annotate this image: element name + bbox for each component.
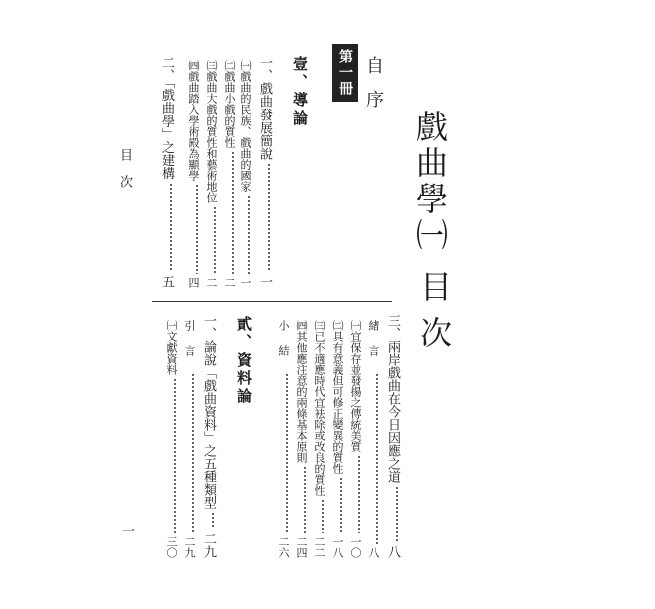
entry-page: 二二	[313, 536, 326, 558]
leader-dots	[211, 512, 215, 529]
preface-entry: 自序	[363, 56, 384, 124]
section-divider	[152, 301, 392, 302]
leader-dots	[357, 455, 361, 533]
leader-dots	[285, 373, 289, 533]
entry-text: 緒言	[367, 320, 380, 370]
entry-page: 一	[239, 277, 252, 288]
page-number: 一	[119, 524, 134, 537]
leader-dots	[303, 466, 307, 533]
entry-text: 引言	[183, 320, 196, 370]
leader-dots	[231, 151, 235, 274]
entry-text: ㈡戲曲小戲的質性	[223, 60, 236, 148]
toc-entry	[368, 320, 379, 558]
toc-entry	[314, 320, 325, 558]
toc-entry	[166, 320, 177, 558]
toc-entry	[258, 56, 271, 288]
toc-entry	[184, 320, 195, 558]
leader-dots	[169, 183, 173, 273]
entry-page: 二四	[295, 536, 308, 558]
entry-text: ㈣其他應注意的兩條基本原則	[295, 320, 308, 463]
toc-entry	[202, 314, 215, 558]
toc-entry	[332, 320, 343, 558]
toc-entry	[350, 320, 361, 558]
toc-entry	[188, 60, 199, 288]
entry-page: 二九	[183, 536, 196, 558]
entry-page: 一	[257, 275, 272, 288]
part-title-1: 壹、導論	[291, 56, 309, 128]
entry-page: 八	[385, 545, 400, 558]
entry-page: 二六	[277, 536, 290, 558]
toc-entry	[206, 60, 217, 288]
entry-text: 二、「戲曲學」之建構	[159, 56, 174, 180]
leader-dots	[339, 477, 343, 533]
leader-dots	[173, 378, 177, 533]
leader-dots	[321, 499, 325, 533]
leader-dots	[195, 184, 199, 274]
entry-page: 一八	[331, 536, 344, 558]
entry-text: ㈢已不適應時代宜袪除或改良的質性	[313, 320, 326, 496]
entry-page: 二九	[201, 532, 216, 558]
leader-dots	[375, 373, 379, 544]
toc-entry	[278, 320, 289, 558]
entry-text: ㈡具有意義但可修正變異的質性	[331, 320, 344, 474]
running-head: 目次	[117, 148, 132, 202]
entry-text: ㈠宜保存並發揚之傳統美質	[349, 320, 362, 452]
toc-entry	[386, 314, 399, 558]
entry-page: 三〇	[165, 536, 178, 558]
toc-entry	[240, 60, 251, 288]
leader-dots	[267, 163, 271, 272]
entry-page: 四	[187, 277, 200, 288]
entry-text: ㈠戲曲的民族、戲曲的國家	[239, 60, 252, 192]
entry-page: 一〇	[349, 536, 362, 558]
entry-text: 一、戲曲發展簡說	[257, 56, 272, 160]
entry-text: ㈣戲曲踏入學術殿為顯學	[187, 60, 200, 181]
entry-text: 三、兩岸戲曲在今日因應之道	[385, 314, 400, 483]
leader-dots	[395, 486, 399, 542]
toc-entry	[296, 320, 307, 558]
entry-text: 小結	[277, 320, 290, 370]
leader-dots	[247, 195, 251, 274]
entry-text: 一、論說「戲曲資料」之五種類型	[201, 314, 216, 509]
entry-text: ㈢戲曲大戲的質性和藝術地位	[205, 60, 218, 203]
entry-text: ㈠文獻資料	[165, 320, 178, 375]
toc-entry	[160, 56, 173, 288]
part-title-2: 貳、資料論	[235, 316, 253, 406]
leader-dots	[213, 206, 217, 274]
volume-badge: 第一冊	[332, 44, 358, 102]
entry-page: 五	[159, 275, 174, 288]
toc-entry	[224, 60, 235, 288]
entry-page: 八	[367, 547, 380, 558]
toc-title: 目次	[415, 270, 453, 362]
entry-page: 二	[205, 277, 218, 288]
main-title: 戲曲學㈠	[411, 110, 449, 254]
leader-dots	[191, 373, 195, 533]
entry-page: 二	[223, 277, 236, 288]
